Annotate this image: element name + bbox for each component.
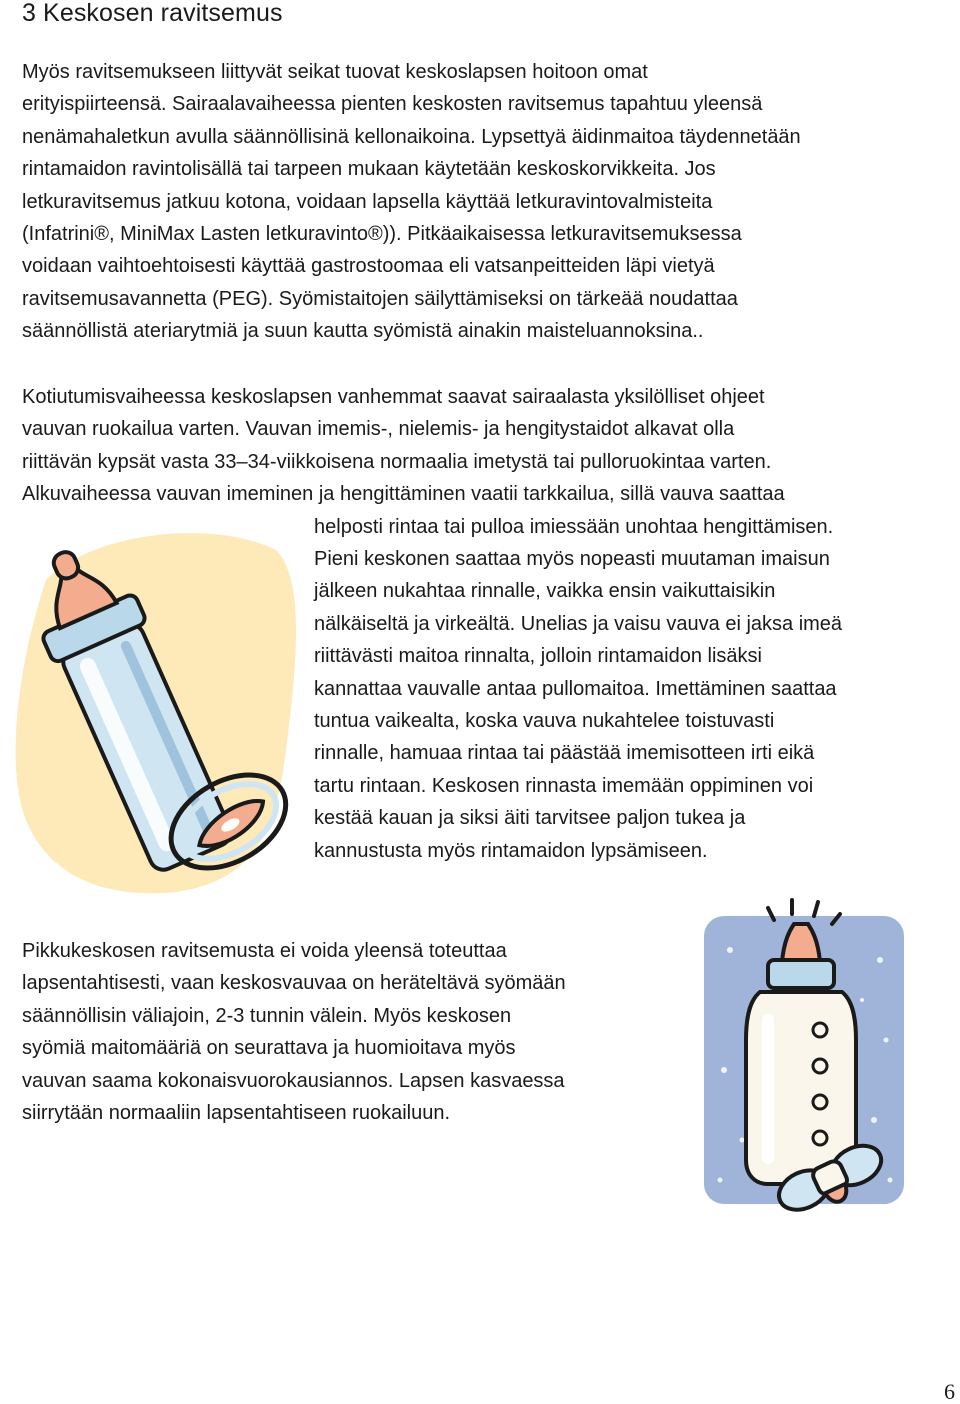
text-line: syömiä maitomääriä on seurattava ja huomioitava myös: [22, 1037, 516, 1060]
text-line: (Infatrini®, MiniMax Lasten letkuravinto®)). Pitkäaikaisessa letkuravitsemuksessa: [22, 223, 742, 246]
paragraph-preemie-schedule: [22, 935, 566, 1129]
text-line: kannustusta myös rintamaidon lypsämiseen.: [314, 839, 708, 862]
text-line: Pieni keskonen saattaa myös nopeasti muutaman imaisun: [314, 548, 830, 571]
text-line: erityispiirteensä. Sairaalavaiheessa pienten keskosten ravitsemus tapahtuu yleensä: [22, 93, 763, 116]
text-line: vauvan ruokailua varten. Vauvan imemis-, nielemis- ja hengitystaidot alkavat olla: [22, 418, 735, 441]
text-line: voidaan vaihtoehtoisesti käyttää gastrostoomaa eli vatsanpeitteiden läpi vietyä: [22, 255, 715, 278]
text-line: vauvan saama kokonaisvuorokausiannos. Lapsen kasvaessa: [22, 1069, 565, 1092]
text-line: siirrytään normaaliin lapsentahtiseen ruokailuun.: [22, 1102, 451, 1125]
text-line: kannattaa vauvalle antaa pullomaitoa. Imettäminen saattaa: [314, 677, 837, 700]
text-line: riittävästi maitoa rinnalta, jolloin rintamaidon lisäksi: [314, 645, 762, 668]
text-line: nenämahaletkun avulla säännöllisinä kellonaikoina. Lypsettyä äidinmaitoa täydennetään: [22, 125, 801, 148]
text-line: helposti rintaa tai pulloa imiessään unohtaa hengittämisen.: [314, 515, 834, 538]
text-line: jälkeen nukahtaa rinnalle, vaikka ensin vaikuttaisikin: [314, 580, 776, 603]
section-heading: 3 Keskosen ravitsemus: [22, 0, 283, 27]
text-line: säännöllistä ateriarytmiä ja suun kautta syömistä ainakin maisteluannoksina..: [22, 320, 704, 343]
text-line: säännöllisin väliajoin, 2-3 tunnin välein. Myös keskosen: [22, 1004, 512, 1027]
text-line: rinnalle, hamuaa rintaa tai päästää imemisotteen irti eikä: [314, 742, 815, 765]
baby-bottle-with-pacifier-icon: [6, 520, 306, 900]
text-line: riittävän kypsät vasta 33–34-viikkoisena normaalia imetystä tai pulloruokintaa varten.: [22, 450, 772, 473]
paragraph-nutrition-intro: [22, 56, 801, 348]
text-line: Kotiutumisvaiheessa keskoslapsen vanhemmat saavat sairaalasta yksilölliset ohjeet: [22, 386, 765, 408]
text-line: Myös ravitsemukseen liittyvät seikat tuovat keskoslapsen hoitoon omat: [22, 61, 648, 83]
text-line: tuntua vaikealta, koska vauva nukahtelee toistuvasti: [314, 710, 775, 733]
page-number: 6: [944, 1379, 955, 1404]
text-line: lapsentahtisesti, vaan keskosvauvaa on heräteltävä syömään: [22, 972, 566, 995]
baby-bottle-on-blue-background-icon: [690, 890, 940, 1220]
text-line: rintamaidon ravintolisällä tai tarpeen mukaan käytetään keskoskorvikkeita. Jos: [22, 158, 716, 181]
text-line: nälkäiseltä ja virkeältä. Unelias ja vaisu vauva ei jaksa imeä: [314, 612, 843, 635]
text-line: tartu rintaan. Keskosen rinnasta imemään oppiminen voi: [314, 774, 814, 797]
text-line: Pikkukeskosen ravitsemusta ei voida yleensä toteuttaa: [22, 940, 507, 962]
text-line: kestää kauan ja siksi äiti tarvitsee paljon tukea ja: [314, 807, 746, 830]
text-line: ravitsemusavannetta (PEG). Syömistaitojen säilyttämiseksi on tärkeää noudattaa: [22, 287, 738, 310]
text-line: letkuravitsemus jatkuu kotona, voidaan lapsella käyttää letkuravintovalmisteita: [22, 190, 713, 213]
text-line: Alkuvaiheessa vauvan imeminen ja hengittäminen vaatii tarkkailua, sillä vauva saattaa: [22, 483, 785, 506]
